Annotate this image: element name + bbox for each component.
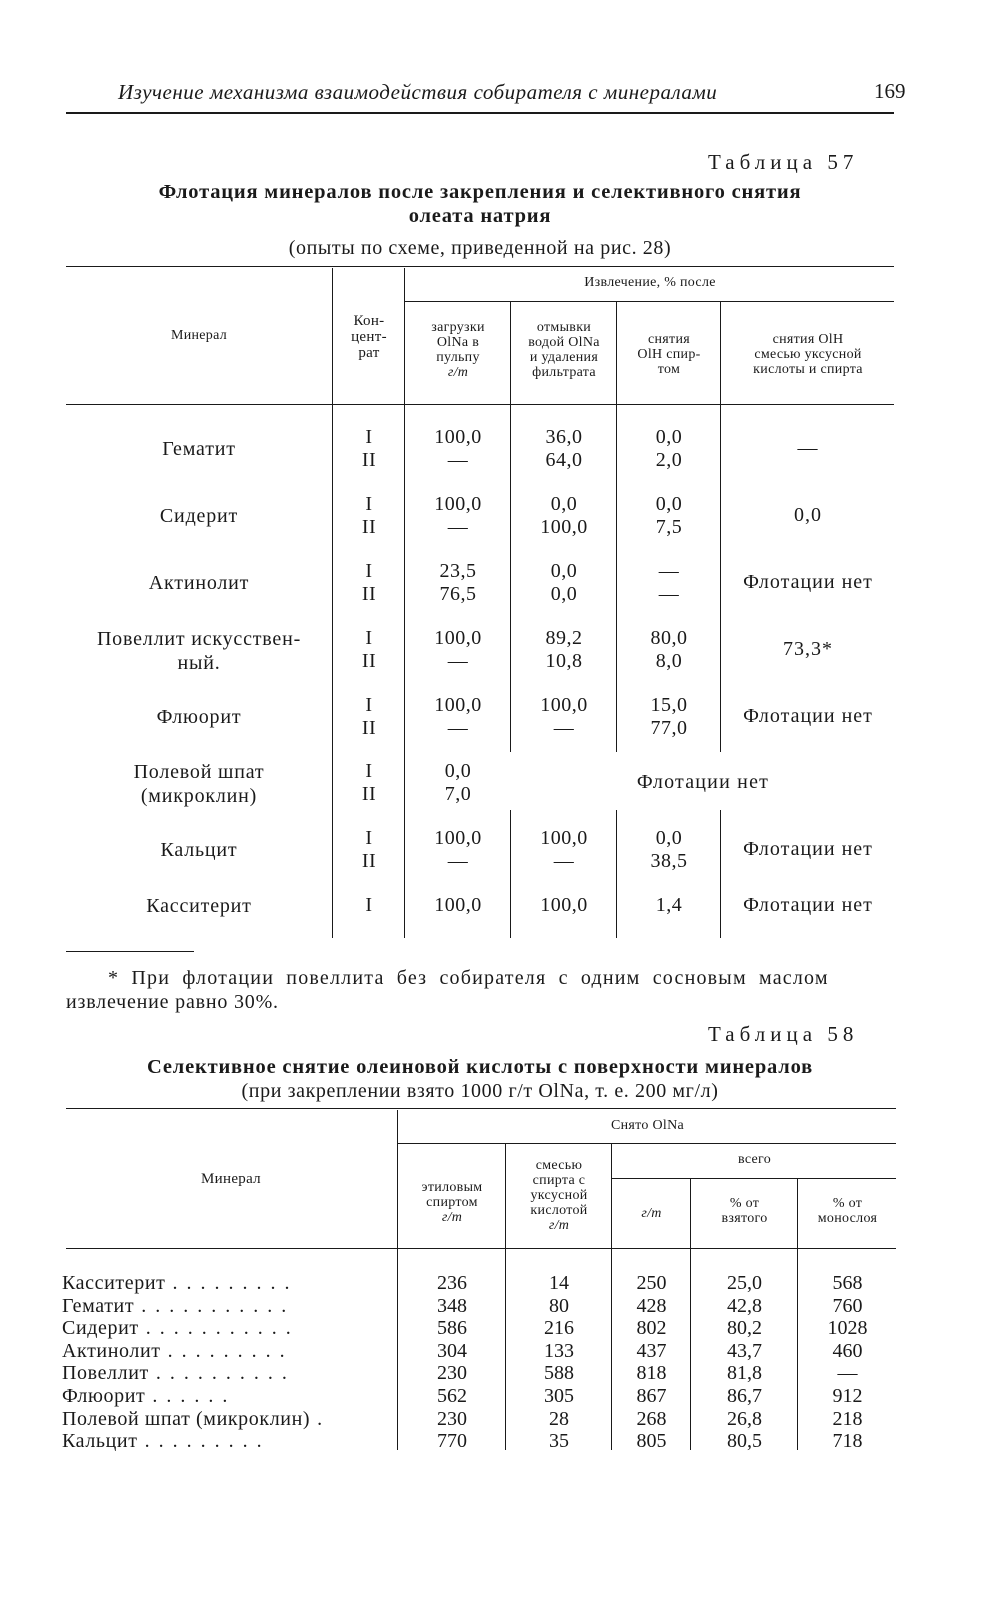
- t57-hdr-conc-3: рат: [358, 345, 380, 361]
- t58-header-bottom-rule: [66, 1248, 896, 1249]
- t57-concentrate: [334, 694, 404, 740]
- t57-mineral-name-line: ный.: [177, 652, 221, 674]
- t57-mineral-name: [66, 894, 332, 918]
- t57-concentrate: [334, 426, 404, 472]
- t57-alcohol-value-line: 80,0: [650, 627, 688, 649]
- t57-alcohol-value-line: —: [658, 560, 680, 582]
- t58-mix-value: 588: [544, 1362, 574, 1385]
- t57-alcohol-value: [618, 894, 720, 917]
- t57-hdr-mix-3: кислоты и спирта: [753, 362, 863, 377]
- t58-hdr-pct-mono-2: монослоя: [817, 1211, 878, 1226]
- t57-load-value-line: 100,0: [434, 426, 482, 448]
- t57-concentrate-line: I: [365, 894, 373, 916]
- t58-pct-taken-value: 42,8: [727, 1294, 762, 1317]
- t58-leader-dots: . . . . . . . . .: [160, 1339, 287, 1362]
- t58-pct-taken-value: 43,7: [727, 1339, 762, 1362]
- t57-load-value-line: 23,5: [439, 560, 477, 582]
- t57-mineral-name-line: Кальцит: [160, 839, 238, 861]
- t57-concentrate-line: II: [361, 783, 377, 805]
- t57-concentrate-line: II: [361, 583, 377, 605]
- t57-mineral-name: [66, 760, 332, 808]
- t57-wash-value-line: —: [553, 850, 575, 872]
- t57-alcohol-value-line: 38,5: [650, 850, 688, 872]
- t57-hdr-conc-1: Кон-: [353, 313, 385, 329]
- t58-hdr-mix-5: г/т: [548, 1218, 570, 1233]
- t57-mix-value: [722, 437, 894, 460]
- t57-merged-value-line: Флотации нет: [636, 771, 770, 793]
- t58-header-mineral: Минерал: [201, 1171, 261, 1187]
- t58-gt-value: 805: [636, 1430, 667, 1453]
- t57-wash-value-line: 100,0: [540, 894, 588, 916]
- t57-mineral-name: [66, 627, 332, 675]
- footnote-line2: извлечение равно 30%.: [66, 991, 279, 1013]
- header-rule: [66, 112, 894, 114]
- t57-wash-value: [512, 627, 616, 673]
- t58-pct-mono-value: 718: [832, 1430, 863, 1453]
- t58-ethyl-value: 586: [437, 1317, 467, 1340]
- table57-subtitle: (опыты по схеме, приведенной на рис. 28): [288, 237, 672, 259]
- t57-mineral-name: [66, 705, 332, 729]
- t57-concentrate: [334, 493, 404, 539]
- table57-title: [66, 180, 894, 228]
- t58-mineral-name: [62, 1295, 394, 1318]
- t58-ethyl-value: 562: [437, 1385, 467, 1407]
- t58-header-pct-mono: [799, 1196, 896, 1226]
- footnote-rule: [66, 951, 194, 952]
- t57-mineral-name-line: Касситерит: [146, 895, 252, 917]
- t57-wash-value-line: 0,0: [550, 583, 578, 605]
- t58-mineral-label: Повеллит: [62, 1362, 149, 1385]
- table58-subtitle: (при закреплении взято 1000 г/т OlNa, т. е. 200 мг/л): [241, 1080, 719, 1102]
- table58-title: Селективное снятие олеиновой кислоты с поверхности минералов: [147, 1056, 813, 1078]
- t58-hdr-mix-3: уксусной: [530, 1188, 588, 1203]
- table57-title-line2: олеата натрия: [408, 205, 552, 227]
- table58-label: Таблица 58: [708, 1022, 859, 1046]
- t57-hdr-alc-3: том: [657, 362, 681, 377]
- t57-alcohol-value: [618, 560, 720, 606]
- t57-wash-value-line: —: [553, 717, 575, 739]
- t57-mineral-name: [66, 571, 332, 595]
- t58-gt-value: 250: [636, 1272, 667, 1294]
- t57-alcohol-value-line: —: [658, 583, 680, 605]
- t57-alcohol-value-line: 0,0: [655, 827, 683, 849]
- t58-pct-taken-value: 80,5: [727, 1430, 762, 1453]
- t58-mix-value: 35: [549, 1430, 569, 1453]
- t57-alcohol-value-line: 0,0: [655, 426, 683, 448]
- t57-wash-value: [512, 827, 616, 873]
- t58-ethyl-value: 236: [437, 1272, 467, 1294]
- t58-pct-mono-value: 218: [832, 1407, 863, 1430]
- t57-concentrate-line: I: [365, 493, 373, 515]
- t58-ethyl-value: 230: [437, 1407, 467, 1430]
- t57-concentrate: [334, 760, 404, 806]
- t57-hdr-alc-2: OlH спир-: [637, 347, 701, 362]
- t57-header-load: [406, 320, 510, 380]
- t57-mineral-name: [66, 437, 332, 461]
- t58-pct-mono-value: 568: [832, 1272, 863, 1294]
- t57-header-concentrate: [334, 313, 404, 361]
- t57-mineral-name-line: Сидерит: [159, 505, 239, 527]
- t58-mix-value: 216: [544, 1317, 574, 1340]
- t57-hdr-wash-2: водой OlNa: [528, 335, 600, 350]
- t57-concentrate-line: II: [361, 650, 377, 672]
- table57-title-line1: Флотация минералов после закрепления и селективного снятия: [158, 181, 802, 203]
- t57-concentrate-line: I: [365, 426, 373, 448]
- t57-concentrate-line: I: [365, 560, 373, 582]
- t58-pct-mono-value: 1028: [827, 1317, 868, 1340]
- t57-load-value-line: —: [447, 850, 469, 872]
- t57-wash-value-line: 10,8: [545, 650, 583, 672]
- t57-mix-value-line: Флотации нет: [743, 571, 873, 593]
- t58-mineral-label: Сидерит: [62, 1317, 139, 1340]
- t57-mineral-name-line: Полевой шпат: [133, 761, 265, 783]
- t57-mix-value-line: Флотации нет: [743, 705, 873, 727]
- t58-mineral-label: Гематит: [62, 1294, 135, 1317]
- t57-mix-value-line: —: [797, 437, 819, 459]
- t57-mineral-name-line: Повеллит искусствен-: [96, 628, 302, 650]
- t57-alcohol-value: [618, 426, 720, 472]
- t58-mineral-label: Актинолит: [62, 1339, 161, 1362]
- t58-header-gt: г/т: [641, 1206, 662, 1221]
- t57-mineral-name-line: Гематит: [162, 438, 236, 460]
- t57-mineral-name-line: (микроклин): [140, 785, 258, 807]
- t57-concentrate-line: I: [365, 827, 373, 849]
- t57-header-wash: [512, 320, 616, 380]
- t57-hdr-load-1: загрузки: [431, 320, 485, 335]
- t58-mineral-name: [62, 1272, 394, 1295]
- t57-alcohol-value: [618, 827, 720, 873]
- t57-load-value: [406, 627, 510, 673]
- t57-wash-value-line: 100,0: [540, 827, 588, 849]
- t58-hdr-pct-taken-2: взятого: [721, 1211, 768, 1226]
- t57-concentrate-line: I: [365, 760, 373, 782]
- t58-pct-mono-value: —: [837, 1362, 858, 1385]
- t58-ethyl-value: 770: [437, 1430, 467, 1453]
- t57-concentrate: [334, 894, 404, 917]
- t57-load-value-line: 100,0: [434, 694, 482, 716]
- t58-pct-mono-value: 460: [832, 1339, 863, 1362]
- t58-leader-dots: . . . . . . . . . . .: [138, 1317, 293, 1340]
- t58-pct-taken-value: 81,8: [727, 1362, 762, 1385]
- t58-pct-mono-value: 760: [832, 1294, 863, 1317]
- t57-concentrate: [334, 627, 404, 673]
- t57-mineral-name: [66, 504, 332, 528]
- t57-mineral-name: [66, 838, 332, 862]
- t57-load-value: [406, 694, 510, 740]
- t58-mineral-name: [62, 1385, 394, 1408]
- t57-concentrate-line: I: [365, 694, 373, 716]
- t58-hdr-ethyl-2: спиртом: [426, 1195, 478, 1210]
- t58-gt-value: 867: [636, 1385, 667, 1407]
- table57-label: Таблица 57: [708, 150, 859, 174]
- t57-mix-value-line: 73,3*: [783, 638, 833, 660]
- table57-footnote: [66, 966, 898, 1014]
- t57-concentrate-line: II: [361, 850, 377, 872]
- t58-mix-value: 28: [549, 1407, 569, 1430]
- t58-pct-mono-value: 912: [832, 1385, 863, 1407]
- t58-hdr-pct-taken-1: % от: [729, 1196, 760, 1211]
- t58-mineral-label: Флюорит: [62, 1385, 146, 1407]
- t57-wash-value: [512, 560, 616, 606]
- t57-hdr-conc-2: цент-: [351, 329, 387, 345]
- t58-gt-value: 818: [636, 1362, 667, 1385]
- t57-mix-value-line: Флотации нет: [743, 838, 873, 860]
- t57-concentrate-line: I: [365, 627, 373, 649]
- t57-wash-value-line: 0,0: [550, 560, 578, 582]
- t57-wash-value-line: 36,0: [545, 426, 583, 448]
- t58-pct-taken-value: 80,2: [727, 1317, 762, 1340]
- t58-ethyl-value: 348: [437, 1294, 467, 1317]
- t57-alcohol-value: [618, 627, 720, 673]
- t58-header-ethyl: [399, 1180, 505, 1225]
- t57-alcohol-value-line: 7,5: [655, 516, 683, 538]
- t57-load-value-line: 0,0: [444, 760, 472, 782]
- t57-mix-value: [722, 638, 894, 661]
- t57-load-value: [406, 426, 510, 472]
- t57-top-rule: [66, 266, 894, 267]
- t57-hdr-wash-1: отмывки: [536, 320, 592, 335]
- t57-load-value-line: —: [447, 449, 469, 471]
- t57-merged-value: [512, 771, 894, 794]
- t57-hdr-mix-2: смесью уксусной: [754, 347, 862, 362]
- t57-wash-value: [512, 694, 616, 740]
- t57-alcohol-value-line: 8,0: [655, 650, 683, 672]
- t57-load-value: [406, 493, 510, 539]
- t57-concentrate: [334, 827, 404, 873]
- t57-wash-value-line: 89,2: [545, 627, 583, 649]
- t57-load-value: [406, 760, 510, 806]
- t57-hdr-load-2: OlNa в: [436, 335, 480, 350]
- t57-header-extraction-group: Извлечение, % после: [584, 275, 716, 290]
- t58-gt-value: 428: [636, 1294, 667, 1317]
- t57-alcohol-value: [618, 694, 720, 740]
- t57-load-value-line: 7,0: [444, 783, 472, 805]
- t57-header-bottom-rule: [66, 404, 894, 405]
- t58-total-rule: [612, 1178, 896, 1179]
- t58-mineral-name: [62, 1317, 394, 1340]
- t57-alcohol-value-line: 77,0: [650, 717, 688, 739]
- t57-hdr-mix-1: снятия OlH: [772, 332, 844, 347]
- t57-load-value-line: 100,0: [434, 493, 482, 515]
- t58-mineral-name: [62, 1430, 394, 1453]
- t58-hdr-mix-4: кислотой: [530, 1203, 588, 1218]
- footnote-line1: * При флотации повеллита без собирателя с одним сосновым маслом: [108, 967, 829, 989]
- t58-ethyl-value: 304: [437, 1339, 467, 1362]
- t57-load-value-line: —: [447, 650, 469, 672]
- t57-load-value-line: 100,0: [434, 894, 482, 916]
- t58-mineral-label: Касситерит: [62, 1272, 166, 1294]
- t58-leader-dots: . . . . . .: [145, 1385, 230, 1407]
- t58-mineral-name: [62, 1408, 394, 1431]
- t58-mix-value: 133: [544, 1339, 574, 1362]
- t58-leader-dots: . . . . . . . . . .: [148, 1362, 289, 1385]
- t58-leader-dots: .: [310, 1407, 325, 1430]
- t57-hdr-wash-3: и удаления: [529, 350, 599, 365]
- t57-load-value: [406, 827, 510, 873]
- t57-alcohol-value-line: 15,0: [650, 694, 688, 716]
- t58-hdr-mix-1: смесью: [535, 1158, 583, 1173]
- t58-header-removed-group: Снято OlNa: [610, 1118, 685, 1133]
- t58-mix-value: 14: [549, 1272, 569, 1294]
- t57-vline-5b: [720, 810, 721, 938]
- t57-header-alcohol: [618, 332, 720, 377]
- t57-wash-value: [512, 426, 616, 472]
- t58-hdr-mix-2: спирта с: [532, 1173, 586, 1188]
- t58-mineral-label: Полевой шпат (микроклин): [62, 1407, 311, 1430]
- t57-header-mineral: Минерал: [170, 328, 228, 343]
- t57-mix-value: [722, 838, 894, 861]
- t58-mineral-label: Кальцит: [62, 1430, 138, 1453]
- t57-load-value-line: —: [447, 516, 469, 538]
- t57-hdr-load-4: г/т: [447, 365, 469, 380]
- t58-hdr-pct-mono-1: % от: [832, 1196, 863, 1211]
- t58-hdr-ethyl-1: этиловым: [421, 1180, 483, 1195]
- t57-wash-value-line: 100,0: [540, 694, 588, 716]
- t57-mix-value: [722, 894, 894, 917]
- t57-wash-value-line: 64,0: [545, 449, 583, 471]
- t57-mix-value-line: Флотации нет: [743, 894, 873, 916]
- t57-load-value-line: —: [447, 717, 469, 739]
- t58-mineral-name: [62, 1362, 394, 1385]
- t58-mix-value: 80: [549, 1294, 569, 1317]
- t57-hdr-wash-4: фильтрата: [532, 365, 596, 380]
- t57-alcohol-value-line: 0,0: [655, 493, 683, 515]
- t57-concentrate: [334, 560, 404, 606]
- t58-leader-dots: . . . . . . . . .: [165, 1272, 292, 1294]
- t58-gt-value: 268: [636, 1407, 667, 1430]
- t57-wash-value: [512, 493, 616, 539]
- t58-ethyl-value: 230: [437, 1362, 467, 1385]
- t57-wash-value: [512, 894, 616, 917]
- t58-leader-dots: . . . . . . . . . . .: [134, 1294, 289, 1317]
- t57-concentrate-line: II: [361, 516, 377, 538]
- running-title: Изучение механизма взаимодействия собирателя с минералами: [118, 80, 718, 104]
- t57-mineral-name-line: Актинолит: [148, 572, 250, 594]
- t57-group-rule: [404, 301, 894, 302]
- t57-concentrate-line: II: [361, 717, 377, 739]
- t58-pct-taken-value: 86,7: [727, 1385, 762, 1407]
- t58-pct-taken-value: 25,0: [727, 1272, 762, 1294]
- t58-hdr-ethyl-3: г/т: [441, 1210, 463, 1225]
- t58-leader-dots: . . . . . . . . .: [137, 1430, 264, 1453]
- t57-alcohol-value: [618, 493, 720, 539]
- t57-load-value-line: 100,0: [434, 627, 482, 649]
- t57-wash-value-line: 0,0: [550, 493, 578, 515]
- t57-mineral-name-line: Флюорит: [156, 706, 242, 728]
- t57-load-value: [406, 560, 510, 606]
- t58-gt-value: 437: [636, 1339, 667, 1362]
- t57-alcohol-value-line: 1,4: [655, 894, 683, 916]
- t58-pct-taken-value: 26,8: [727, 1407, 762, 1430]
- t58-group-rule: [398, 1143, 896, 1144]
- t57-mix-value: [722, 504, 894, 527]
- t57-header-mix: [722, 332, 894, 377]
- t58-header-pct-taken: [692, 1196, 797, 1226]
- t57-alcohol-value-line: 2,0: [655, 449, 683, 471]
- t57-concentrate-line: II: [361, 449, 377, 471]
- t57-mix-value-line: 0,0: [794, 504, 822, 526]
- t57-load-value-line: 76,5: [439, 583, 477, 605]
- t57-mix-value: [722, 571, 894, 594]
- t57-load-value: [406, 894, 510, 917]
- t58-gt-value: 802: [636, 1317, 667, 1340]
- t58-top-rule: [66, 1108, 896, 1109]
- t57-hdr-load-3: пульпу: [436, 350, 480, 365]
- t58-header-total-group: всего: [737, 1152, 772, 1167]
- t57-wash-value-line: 100,0: [540, 516, 588, 538]
- t58-header-mix: [507, 1158, 611, 1233]
- t58-mineral-name: [62, 1340, 394, 1363]
- t58-mix-value: 305: [544, 1385, 574, 1407]
- page-number: 169: [874, 79, 906, 103]
- t57-load-value-line: 100,0: [434, 827, 482, 849]
- t57-hdr-alc-1: снятия: [648, 332, 690, 347]
- t57-mix-value: [722, 705, 894, 728]
